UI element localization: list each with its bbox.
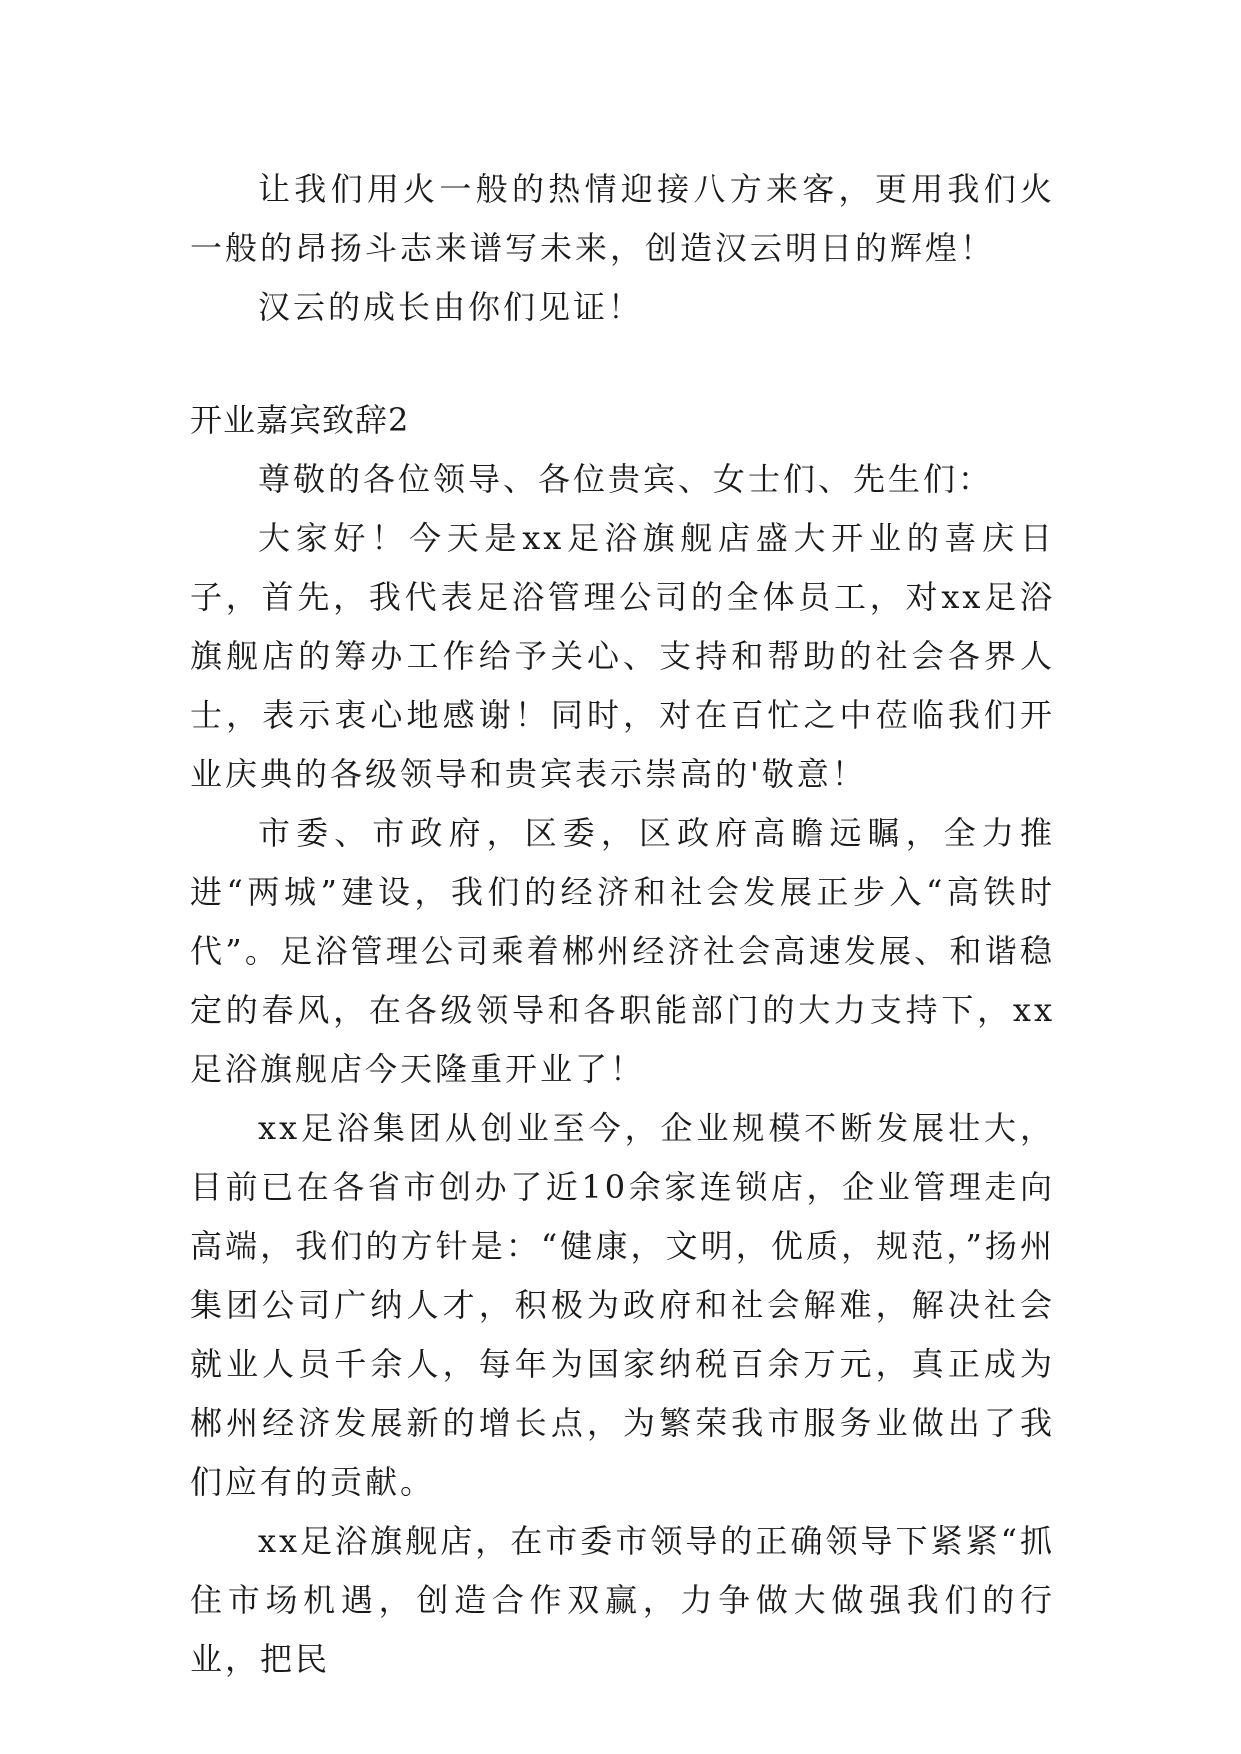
paragraph-salutation: 尊敬的各位领导、各位贵宾、女士们、先生们： [258,460,994,498]
paragraph-group-history: xx足浴集团从创业至今，企业规模不断发展壮大，目前已在各省市创办了近10余家连锁店，企业管理走向高端，我们的方针是：“健康，文明，优质，规范，”扬州集团公司广纳人才，积极为政府和社会解难，解决社会就业人员千余人，每年为国家纳税百余万元，真正成为郴州经济发展新的增长点，为繁荣我市服务业做出了我们应有的贡献。 [190,1109,1055,1501]
paragraph-flagship-store: xx足浴旗舰店，在市委市领导的正确领导下紧紧“抓住市场机遇，创造合作双赢，力争做大做强我们的行业，把民 [190,1522,1055,1678]
paragraph-closing-witness: 汉云的成长由你们见证！ [258,288,644,326]
document-body [190,160,1055,1689]
paragraph-development: 市委、市政府，区委，区政府高瞻远瞩，全力推进“两城”建设，我们的经济和社会发展正步入“高铁时代”。足浴管理公司乘着郴州经济社会高速发展、和谐稳定的春风，在各级领导和各职能部门的大力支持下，xx足浴旗舰店今天隆重开业了！ [190,814,1055,1088]
paragraph-closing-welcome: 让我们用火一般的热情迎接八方来客，更用我们火一般的昂扬斗志来谱写未来，创造汉云明日的辉煌！ [190,170,1055,267]
section-heading: 开业嘉宾致辞2 [190,401,410,439]
paragraph-greeting: 大家好！今天是xx足浴旗舰店盛大开业的喜庆日子，首先，我代表足浴管理公司的全体员工，对xx足浴旗舰店的筹办工作给予关心、支持和帮助的社会各界人士，表示衷心地感谢！同时，对在百忙之中莅临我们开业庆典的各级领导和贵宾表示崇高的'敬意！ [190,519,1055,793]
